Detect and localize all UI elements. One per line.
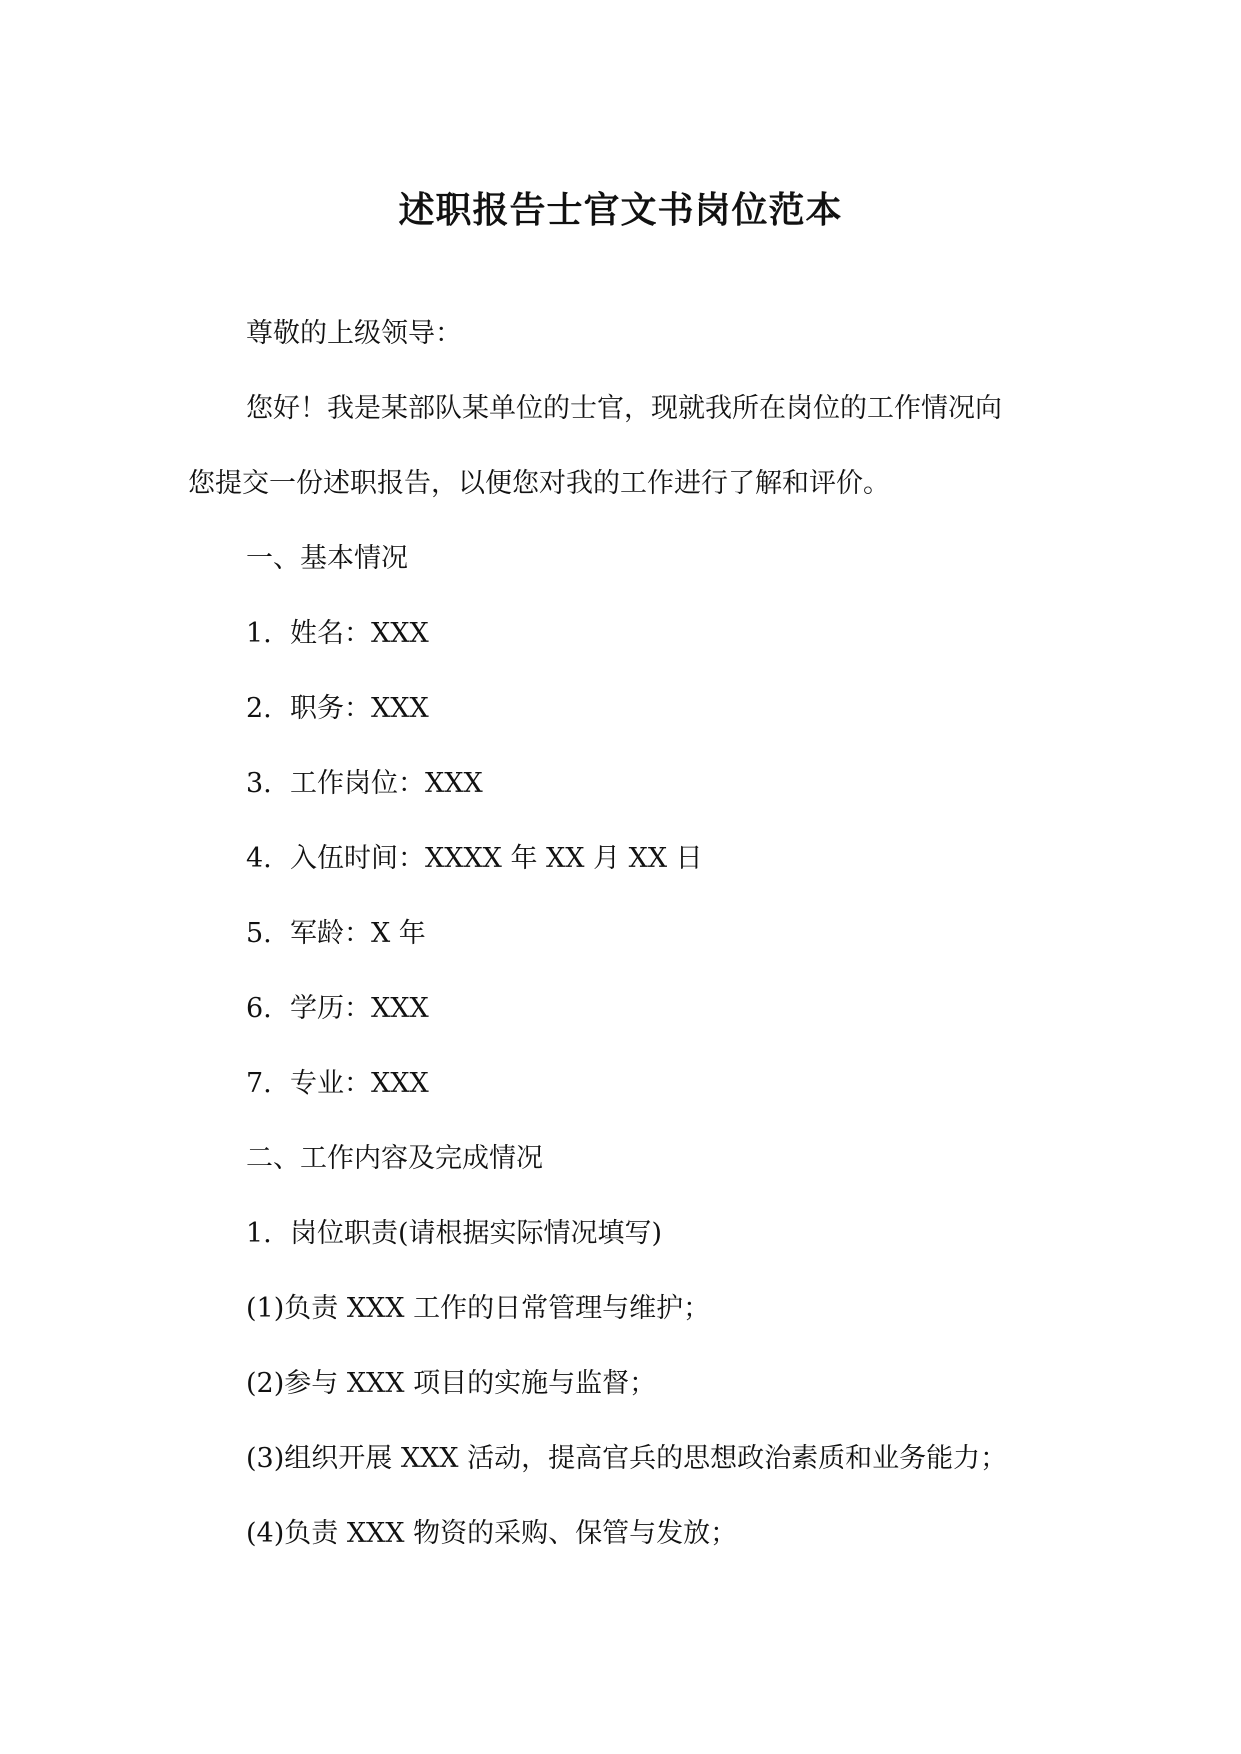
list-item-text: 学历：XXX — [290, 993, 429, 1024]
list-item-number: 6. — [246, 993, 272, 1024]
list-item-number: 2. — [246, 693, 272, 724]
list-item — [246, 916, 426, 952]
list-item-number: 5. — [246, 918, 272, 949]
list-item-number: 7. — [246, 1068, 272, 1099]
intro-paragraph-line-2: 您提交一份述职报告，以便您对我的工作进行了解和评价。 — [188, 468, 890, 499]
list-item — [246, 1066, 429, 1102]
section-heading-work-content: 二、工作内容及完成情况 — [246, 1143, 543, 1174]
duty-item: (2)参与 XXX 项目的实施与监督； — [246, 1368, 657, 1399]
list-item-text: 职务：XXX — [290, 693, 429, 724]
document-title: 述职报告士官文书岗位范本 — [398, 189, 843, 231]
list-item-text: 工作岗位：XXX — [290, 768, 483, 799]
list-item — [246, 991, 429, 1027]
list-item — [246, 841, 703, 877]
list-item-text: 岗位职责(请根据实际情况填写) — [290, 1218, 663, 1249]
list-item-number: 1. — [246, 1218, 272, 1249]
list-item-text: 专业：XXX — [290, 1068, 429, 1099]
list-item-text: 入伍时间：XXXX 年 XX 月 XX 日 — [290, 843, 703, 874]
duty-item: (4)负责 XXX 物资的采购、保管与发放； — [246, 1518, 738, 1549]
list-item-number: 1. — [246, 618, 272, 649]
list-item — [246, 616, 429, 652]
list-item — [246, 691, 429, 727]
list-item-text: 军龄：X 年 — [290, 918, 426, 949]
list-item-text: 姓名：XXX — [290, 618, 429, 649]
list-item — [246, 1216, 662, 1252]
duty-item: (3)组织开展 XXX 活动，提高官兵的思想政治素质和业务能力； — [246, 1443, 1008, 1474]
intro-paragraph-line-1: 您好！我是某部队某单位的士官，现就我所在岗位的工作情况向 — [246, 393, 1002, 424]
list-item-number: 3. — [246, 768, 272, 799]
duty-item: (1)负责 XXX 工作的日常管理与维护； — [246, 1293, 711, 1324]
list-item-number: 4. — [246, 843, 272, 874]
list-item — [246, 766, 483, 802]
salutation: 尊敬的上级领导： — [246, 318, 462, 349]
section-heading-basic-info: 一、基本情况 — [246, 543, 408, 574]
